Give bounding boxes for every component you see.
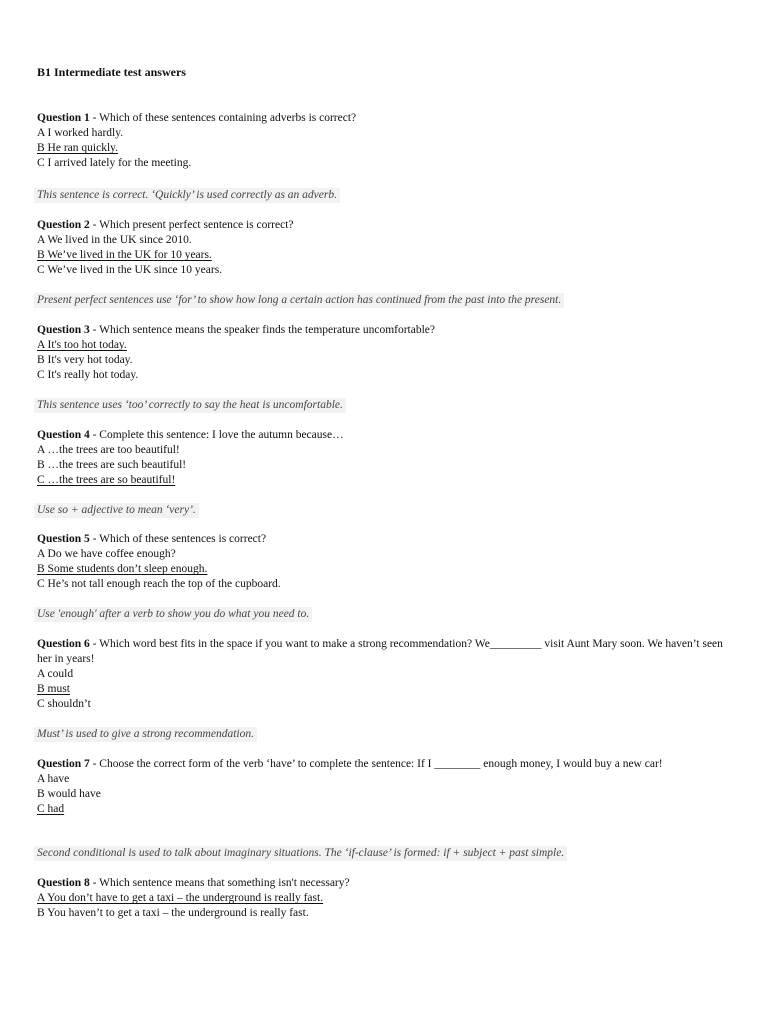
question-number: Question 4 [37,429,90,441]
question-7 [37,757,737,817]
option-a: A have [37,773,70,785]
question-prompt [37,428,737,443]
option-b: B would have [37,788,101,800]
option-b: B You haven’t to get a taxi – the underground is really fast. [37,907,309,919]
option-b-correct: B We’ve lived in the UK for 10 years. [37,249,212,261]
option-b-correct: B Some students don’t sleep enough. [37,563,208,575]
question-prompt [37,323,737,338]
question-text: - Which sentence means that something isn't necessary? [89,877,350,889]
explanation-2: Present perfect sentences use ‘for’ to show how long a certain action has continued from the past into the present. [34,293,564,308]
question-text: - Which of these sentences is correct? [89,533,267,545]
option-a: A could [37,668,74,680]
question-prompt [37,757,737,772]
explanation-4: Use so + adjective to mean ‘very’. [34,503,199,518]
question-number: Question 8 [37,877,90,889]
option-a: A Do we have coffee enough? [37,548,176,560]
option-c-correct: C had [37,803,65,815]
option-c: C He’s not tall enough reach the top of the cupboard. [37,578,281,590]
explanation-1: This sentence is correct. ‘Quickly’ is used correctly as an adverb. [34,188,340,203]
question-prompt [37,111,737,126]
question-prompt [37,876,737,891]
explanation-6: Must’ is used to give a strong recommendation. [34,727,257,742]
question-4 [37,428,737,488]
question-prompt [37,532,737,547]
option-c: C We’ve lived in the UK since 10 years. [37,264,223,276]
question-3 [37,323,737,383]
option-b: B It's very hot today. [37,354,133,366]
option-a: A We lived in the UK since 2010. [37,234,192,246]
option-a: A …the trees are too beautiful! [37,444,180,456]
question-prompt [37,218,737,233]
question-2 [37,218,737,278]
question-1 [37,111,737,171]
page-title: B1 Intermediate test answers [37,65,186,79]
option-c: C It's really hot today. [37,369,139,381]
question-number: Question 6 [37,638,90,650]
explanation-7: Second conditional is used to talk about imaginary situations. The ‘if-clause’ is formed: if + subject + past simple. [34,846,567,861]
question-number: Question 3 [37,324,90,336]
option-c: C I arrived lately for the meeting. [37,157,192,169]
option-a: A I worked hardly. [37,127,124,139]
option-c: C shouldn’t [37,698,91,710]
question-number: Question 7 [37,758,90,770]
question-text: - Which present perfect sentence is correct? [89,219,294,231]
question-text: - Which sentence means the speaker finds the temperature uncomfortable? [89,324,435,336]
question-number: Question 2 [37,219,90,231]
question-text: - Choose the correct form of the verb ‘have’ to complete the sentence: If I ________ enough money, I would buy a new car! [89,758,663,770]
option-a-correct: A You don’t have to get a taxi – the underground is really fast. [37,892,324,904]
question-number: Question 1 [37,112,90,124]
question-number: Question 5 [37,533,90,545]
question-8 [37,876,737,921]
question-prompt [37,637,737,667]
question-5 [37,532,737,592]
question-text: - Which word best fits in the space if you want to make a strong recommendation? We_________ visit Aunt Mary soon. We haven’t seen her in years! [37,638,723,665]
option-b-correct: B must [37,683,70,695]
explanation-5: Use 'enough' after a verb to show you do what you need to. [34,607,312,622]
option-b-correct: B He ran quickly. [37,142,119,154]
option-c-correct: C …the trees are so beautiful! [37,474,176,486]
question-text: - Complete this sentence: I love the autumn because… [89,429,344,441]
explanation-3: This sentence uses ‘too’ correctly to say the heat is uncomfortable. [34,398,346,413]
question-6 [37,637,737,712]
option-a-correct: A It's too hot today. [37,339,127,351]
option-b: B …the trees are such beautiful! [37,459,187,471]
question-text: - Which of these sentences containing adverbs is correct? [89,112,357,124]
